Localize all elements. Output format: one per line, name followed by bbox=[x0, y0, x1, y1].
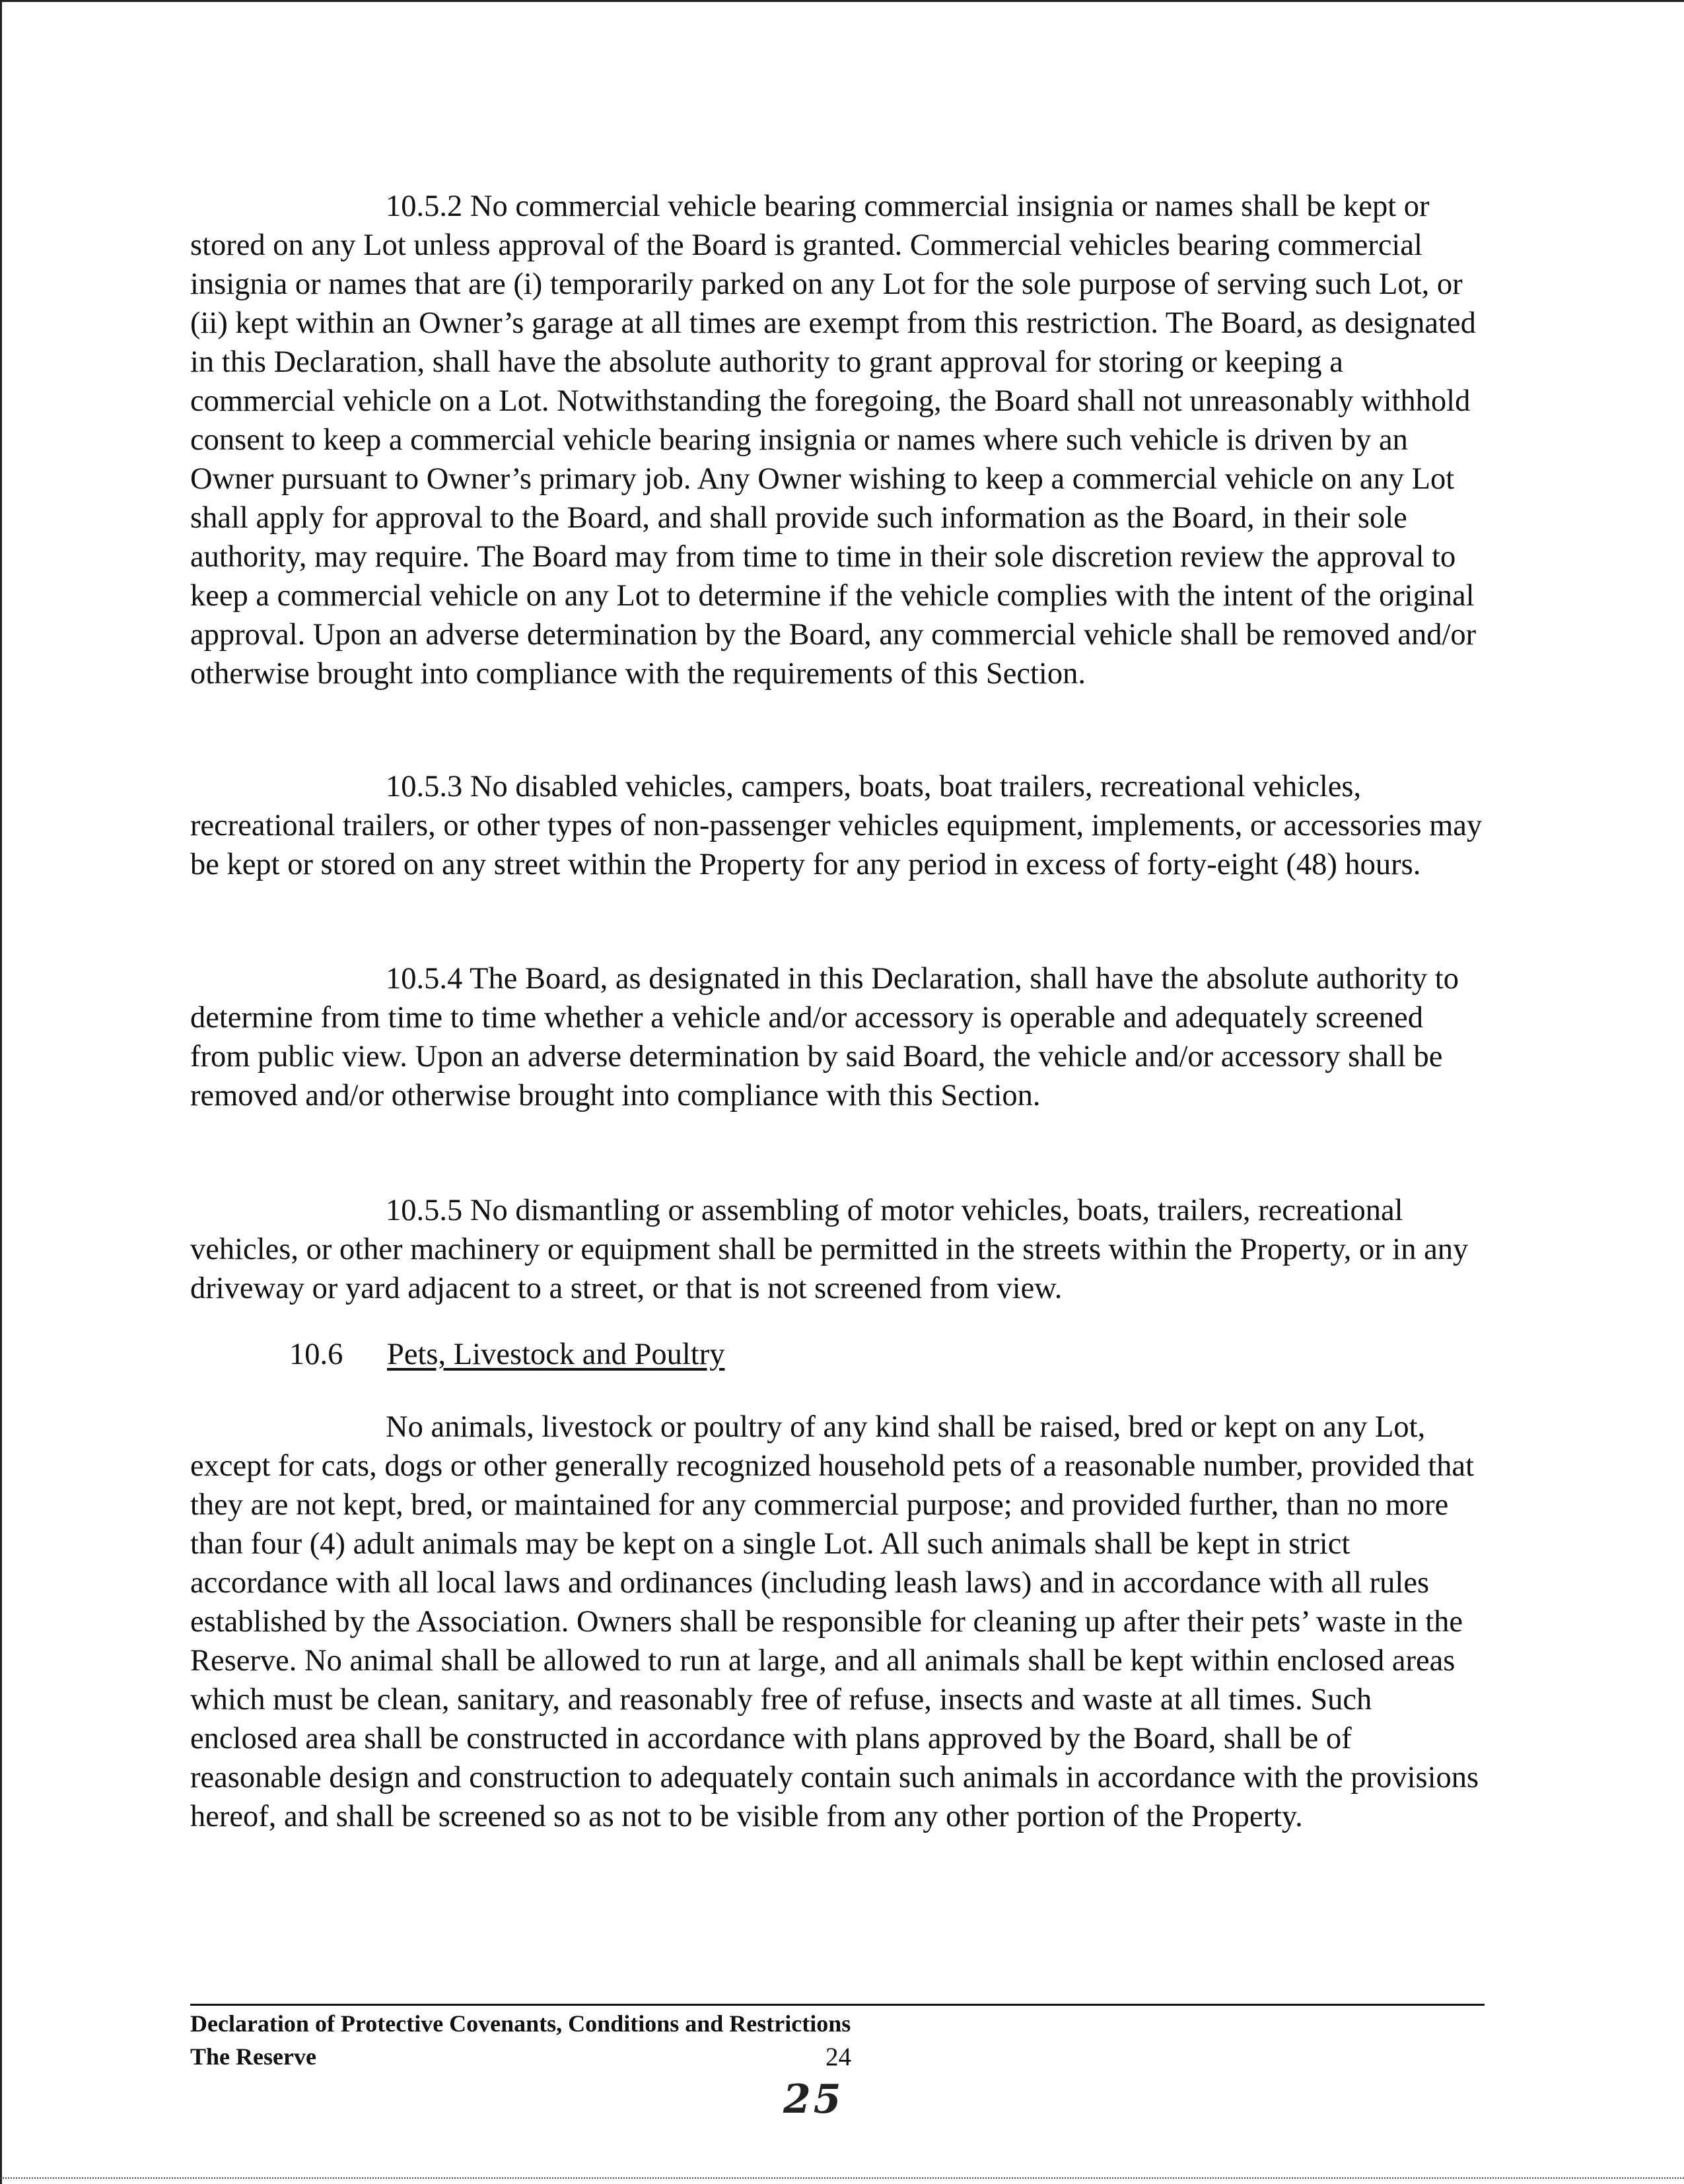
scan-edge-bottom bbox=[0, 2177, 1684, 2180]
footer-subdivision: The Reserve bbox=[190, 2043, 316, 2070]
page-number: 24 bbox=[825, 2043, 851, 2071]
footer-doc-title: Declaration of Protective Covenants, Conditions and Restrictions bbox=[190, 2010, 851, 2037]
section-10-5-4: 10.5.4 The Board, as designated in this Declaration, shall have the absolute authority to determine from time to time whether a vehicle and/or accessory is operable and adequately screened from public view. Upon an adverse determination by said Board, the vehicle and/or accessory shall be removed and/or otherwise brought into compliance with this Section. bbox=[190, 962, 1459, 1112]
scan-edge-top bbox=[0, 0, 1684, 2]
section-10-6-body: No animals, livestock or poultry of any kind shall be raised, bred or kept on any Lot, except for cats, dogs or other generally recognized household pets of a reasonable number, provided that they are not kept, bred, or maintained for any commercial purpose; and provided further, than no more than four (4) adult animals may be kept on a single Lot. All such animals shall be kept in strict accordance with all local laws and ordinances (including leash laws) and in accordance with all rules established by the Association. Owners shall be responsible for cleaning up after their pets’ waste in the Reserve. No animal shall be allowed to run at large, and all animals shall be kept within enclosed areas which must be clean, sanitary, and reasonably free of refuse, insects and waste at all times. Such enclosed area shall be constructed in accordance with plans approved by the Board, shall be of reasonable design and construction to adequately contain such animals in accordance with the provisions hereof, and shall be screened so as not to be visible from any other portion of the Property. bbox=[190, 1410, 1479, 1833]
section-10-5-2: 10.5.2 No commercial vehicle bearing commercial insignia or names shall be kept or stored on any Lot unless approval of the Board is granted. Commercial vehicles bearing commercial insignia or names that are (i) temporarily parked on any Lot for the sole purpose of serving such Lot, or (ii) kept within an Owner’s garage at all times are exempt from this restriction. The Board, as designated in this Declaration, shall have the absolute authority to grant approval for storing or keeping a commercial vehicle on a Lot. Notwithstanding the foregoing, the Board shall not unreasonably withhold consent to keep a commercial vehicle bearing insignia or names where such vehicle is driven by an Owner pursuant to Owner’s primary job. Any Owner wishing to keep a commercial vehicle on any Lot shall apply for approval to the Board, and shall provide such information as the Board, in their sole authority, may require. The Board may from time to time in their sole discretion review the approval to keep a commercial vehicle on any Lot to determine if the vehicle complies with the intent of the original approval. Upon an adverse determination by the Board, any commercial vehicle shall be removed and/or otherwise brought into compliance with the requirements of this Section. bbox=[190, 189, 1477, 691]
section-10-6-heading bbox=[190, 1335, 1584, 1374]
footer-rule bbox=[190, 2004, 1485, 2006]
section-10-5-3: 10.5.3 No disabled vehicles, campers, boats, boat trailers, recreational vehicles, recreational trailers, or other types of non-passenger vehicles equipment, implements, or accessories may be kept or stored on any street within the Property for any period in excess of forty-eight (48) hours. bbox=[190, 770, 1483, 881]
handwritten-page-number: 25 bbox=[783, 2076, 844, 2123]
scan-edge-left bbox=[0, 0, 2, 2184]
section-10-5-5: 10.5.5 No dismantling or assembling of motor vehicles, boats, trailers, recreational vehicles, or other machinery or equipment shall be permitted in the streets within the Property, or in any driveway or yard adjacent to a street, or that is not screened from view. bbox=[190, 1194, 1469, 1305]
section-number: 10.6 bbox=[289, 1338, 343, 1371]
section-title: Pets, Livestock and Poultry bbox=[387, 1338, 725, 1371]
